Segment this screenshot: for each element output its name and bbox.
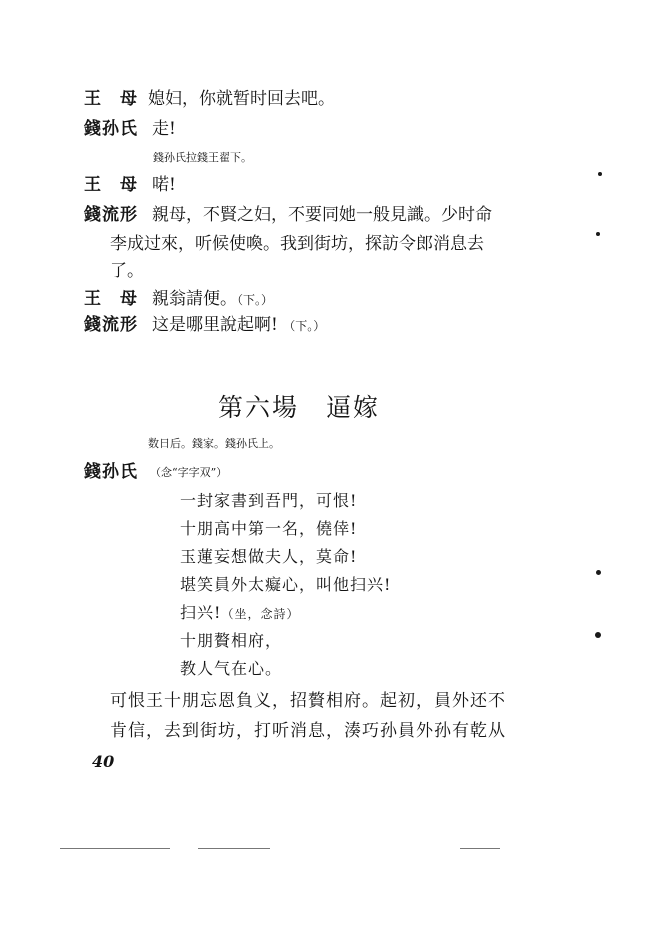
scan-edge-noise bbox=[460, 848, 500, 849]
scan-edge-noise bbox=[198, 848, 270, 849]
scan-speck bbox=[595, 632, 601, 638]
speaker-qian-liu-xing: 錢流形 bbox=[84, 315, 138, 335]
poem-line: 教人气在心。 bbox=[180, 659, 283, 678]
speaker-qian-sun-shi: 錢孙氏 bbox=[84, 462, 138, 482]
scan-speck bbox=[596, 232, 600, 236]
verse-line: 玉蓮妄想做夫人，莫命! bbox=[180, 547, 358, 566]
speaker-wang-mu: 王 母 bbox=[84, 175, 138, 195]
stage-direction: （坐，念詩） bbox=[221, 607, 300, 621]
stage-exit: （下。） bbox=[283, 319, 326, 333]
verse-line: 十朋高中第一名，僥倖! bbox=[180, 519, 358, 538]
dialogue-line: 喏! bbox=[152, 175, 176, 195]
speaker-wang-mu: 王 母 bbox=[84, 89, 138, 109]
page-number: 40 bbox=[92, 752, 115, 771]
prose-line: 可恨王十朋忘恩負义，招贅相府。起初，員外还不 bbox=[110, 691, 506, 711]
scan-edge-noise bbox=[60, 848, 170, 849]
verse-line: 一封家書到吾門，可恨! bbox=[180, 491, 358, 510]
stage-exit: （下。） bbox=[237, 293, 274, 307]
speaker-qian-sun-shi: 錢孙氏 bbox=[84, 119, 138, 139]
scan-speck bbox=[596, 570, 601, 575]
dialogue-line: 走! bbox=[152, 119, 176, 139]
dialogue-line: 这是哪里說起啊! （下。） bbox=[152, 315, 326, 335]
dialogue-line: 媳妇，你就暂时回去吧。 bbox=[148, 89, 335, 109]
stage-direction: 錢孙氏拉錢王翟下。 bbox=[153, 151, 252, 164]
poem-line: 十朋贅相府， bbox=[180, 631, 283, 650]
dialogue-line: 親母，不賢之妇，不要同她一般見識。少时命 bbox=[152, 205, 492, 225]
dialogue-line: 親翁請便。（下。） bbox=[152, 289, 274, 309]
speaker-qian-liu-xing: 錢流形 bbox=[84, 205, 138, 225]
dialogue-line-continued: 李成过來，听候使喚。我到街坊，探訪令郎消息去 bbox=[110, 234, 484, 254]
tune-note: （念“字字双”） bbox=[150, 466, 228, 479]
scan-speck bbox=[598, 172, 602, 176]
verse-line: 扫兴!（坐，念詩） bbox=[180, 603, 300, 622]
speaker-wang-mu: 王 母 bbox=[84, 289, 138, 309]
prose-line: 肯信，去到街坊，打听消息，湊巧孙員外孙有乾从 bbox=[110, 721, 506, 741]
stage-direction: 数日后。錢家。錢孙氏上。 bbox=[148, 437, 280, 450]
verse-line: 堪笑員外太癡心，叫他扫兴! bbox=[180, 575, 392, 594]
scene-title: 第六場 逼嫁 bbox=[218, 393, 381, 422]
dialogue-line-continued: 了。 bbox=[110, 261, 144, 281]
